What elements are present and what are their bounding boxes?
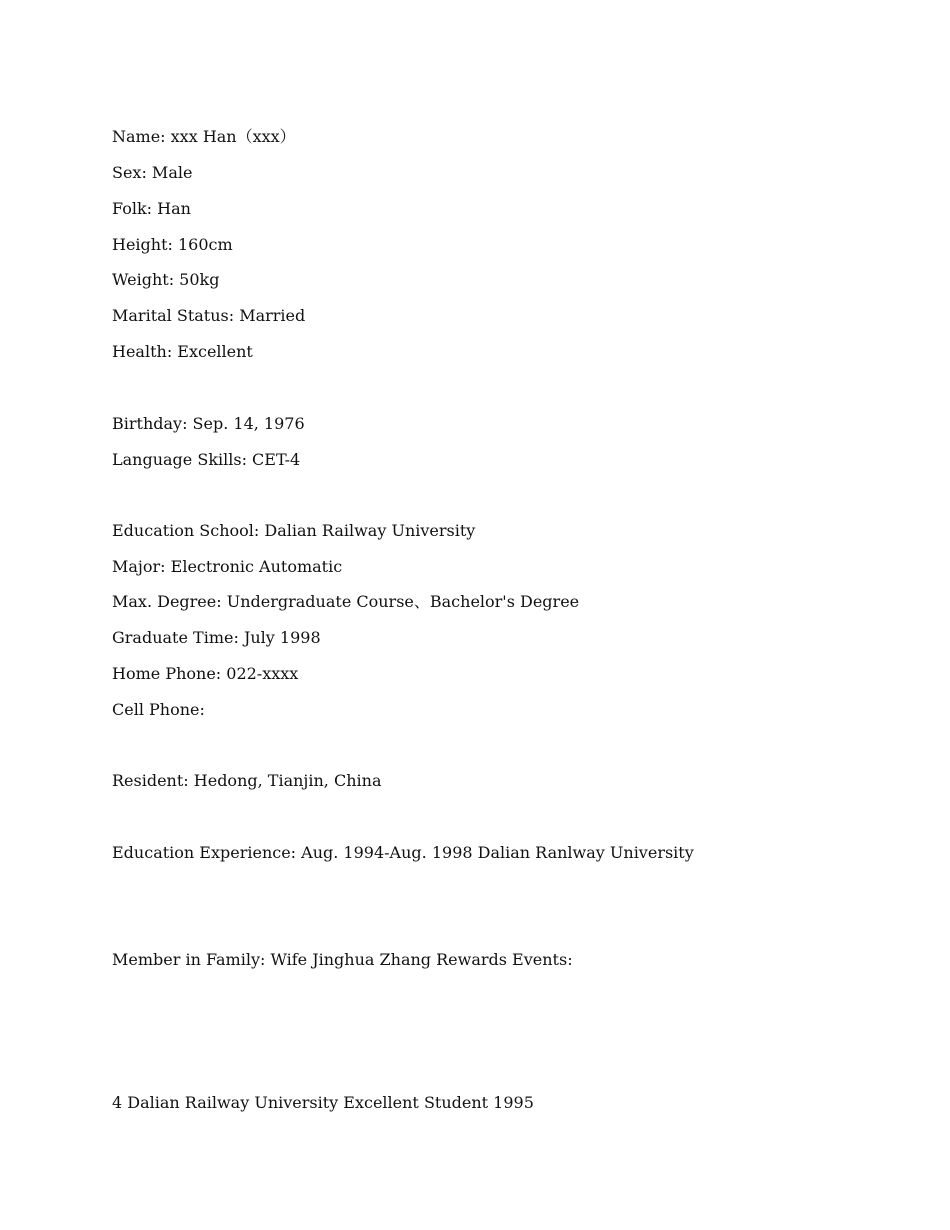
health-field: Health: Excellent [112, 342, 253, 361]
folk-field: Folk: Han [112, 199, 191, 218]
height-field: Height: 160cm [112, 235, 233, 254]
weight-field: Weight: 50kg [112, 270, 220, 289]
max-degree-field: Max. Degree: Undergraduate Course、Bachelor's Degree [112, 592, 580, 611]
major-field: Major: Electronic Automatic [112, 557, 343, 576]
cell-phone-field: Cell Phone: [112, 700, 205, 719]
resident-field: Resident: Hedong, Tianjin, China [112, 771, 382, 790]
birthday-field: Birthday: Sep. 14, 1976 [112, 414, 305, 433]
education-experience-field: Education Experience: Aug. 1994-Aug. 1998 Dalian Ranlway University [112, 843, 694, 862]
education-school-field: Education School: Dalian Railway University [112, 521, 476, 540]
reward-item: 4 Dalian Railway University Excellent Student 1995 [112, 1093, 534, 1112]
marital-status-field: Marital Status: Married [112, 306, 306, 325]
language-skills-field: Language Skills: CET-4 [112, 450, 301, 469]
family-rewards-field: Member in Family: Wife Jinghua Zhang Rewards Events: [112, 950, 573, 969]
graduate-time-field: Graduate Time: July 1998 [112, 628, 321, 647]
name-field: Name: xxx Han（xxx） [112, 127, 296, 146]
sex-field: Sex: Male [112, 163, 193, 182]
home-phone-field: Home Phone: 022-xxxx [112, 664, 299, 683]
